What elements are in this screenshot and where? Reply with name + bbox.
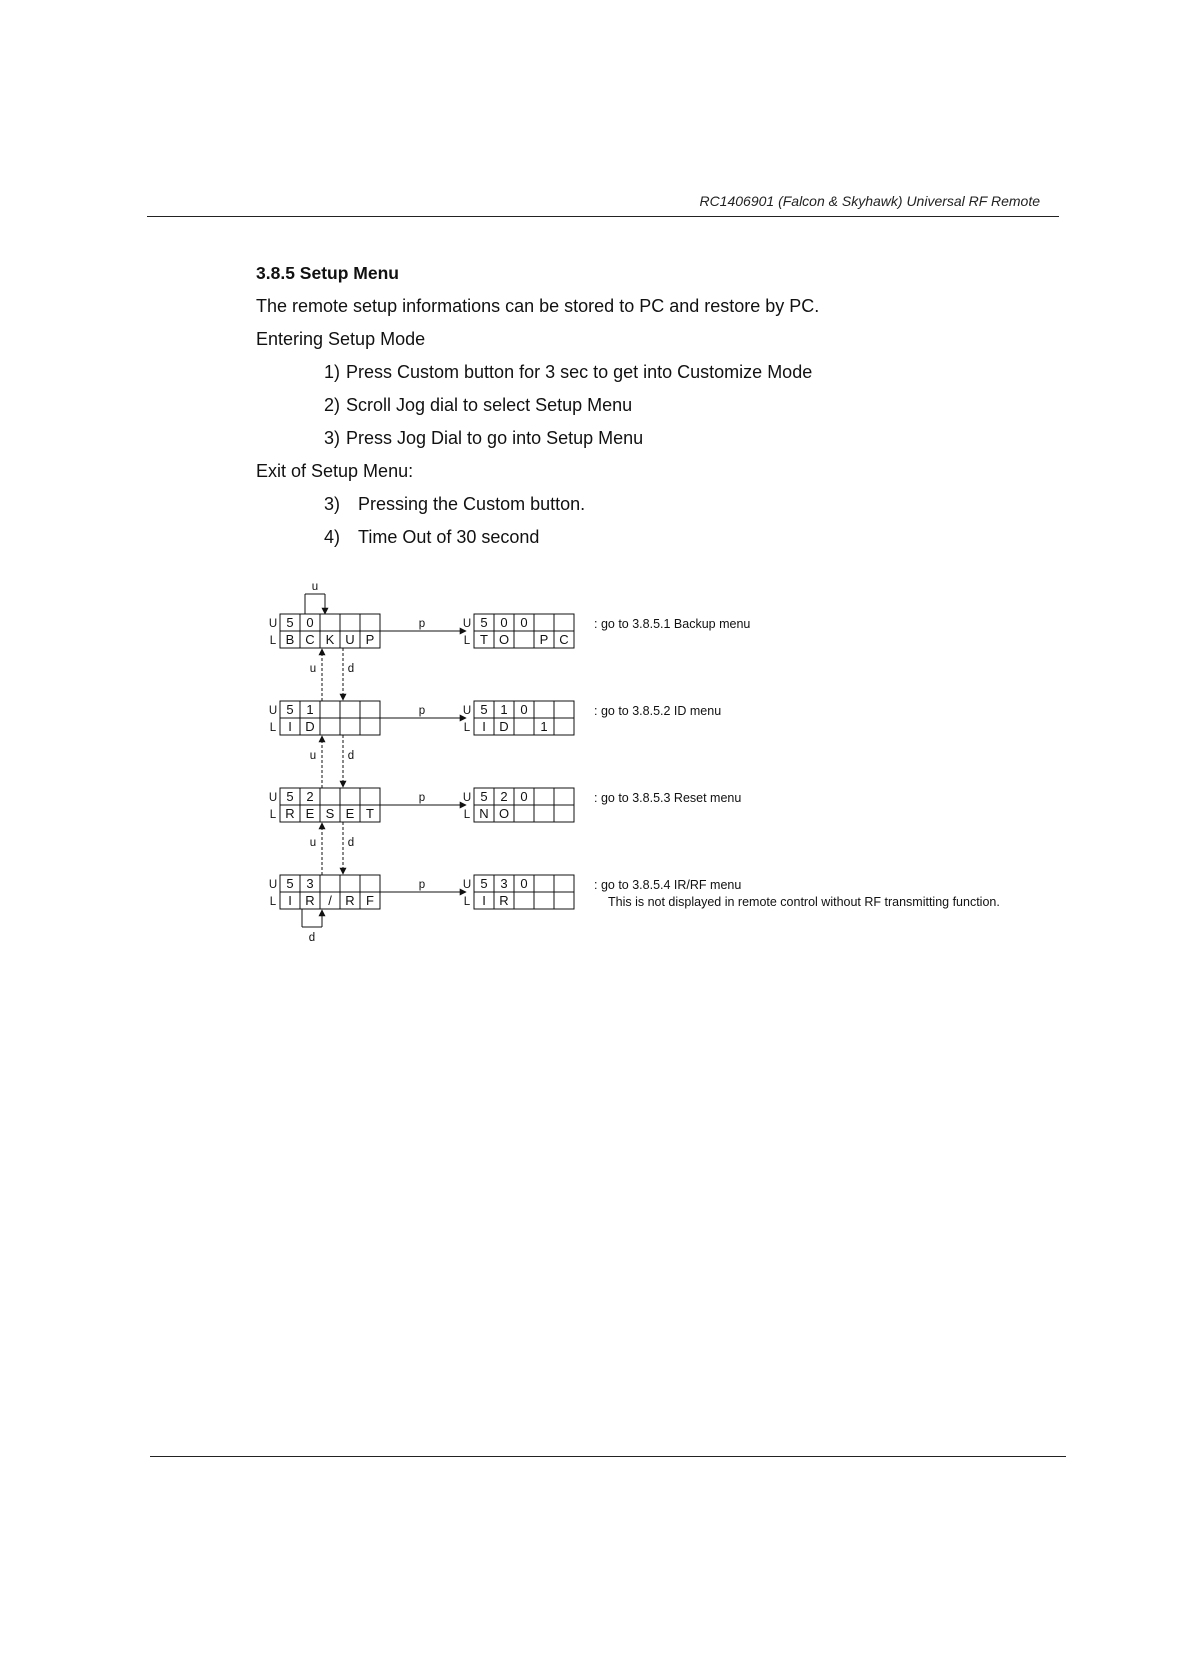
down-label: d [347,837,355,849]
entering-label: Entering Setup Mode [256,329,426,349]
step-number: 1) [324,362,341,382]
left-display-lower-char: S [325,806,335,821]
left-display-lower-char: R [345,893,355,908]
left-display-lower-char: K [325,632,335,647]
left-display-upper-char: 1 [306,702,314,717]
right-display-upper-char: 5 [480,702,488,717]
running-header: RC1406901 (Falcon & Skyhawk) Universal RF Remote [699,193,1040,209]
left-display-upper-char: 5 [286,615,294,630]
left-display-upper-row-label: U [268,879,278,891]
right-display-upper-char: 0 [520,615,528,630]
section-title: 3.8.5 Setup Menu [256,263,399,283]
left-display-upper-row-label: U [268,618,278,630]
left-display-lower-char: F [366,893,374,908]
left-display-upper-char: 5 [286,702,294,717]
wrap-up-label: u [311,581,319,593]
left-display-lower-row-label: L [269,722,277,734]
exit-label: Exit of Setup Menu: [256,461,414,481]
menu-description: : go to 3.8.5.4 IR/RF menu [594,878,742,892]
right-display-lower-row-label: L [463,809,471,821]
left-display-lower-char: T [366,806,374,821]
right-display-lower-char: R [499,893,509,908]
press-label: p [418,705,426,717]
right-display-lower-row-label: L [463,896,471,908]
right-display-upper-row-label: U [462,792,472,804]
left-display-lower-row-label: L [269,809,277,821]
left-display-lower-char: / [328,893,332,908]
left-display-upper-char: 2 [306,789,314,804]
left-display-lower-char: R [285,806,295,821]
left-display-lower-char: E [345,806,355,821]
left-display-lower-char: U [345,632,355,647]
step-number: 2) [324,395,341,415]
step-number: 4) [324,527,341,547]
right-display-upper-char: 1 [500,702,508,717]
press-label: p [418,618,426,630]
menu-note: This is not displayed in remote control without RF transmitting function. [608,895,1000,909]
left-display-lower-char: P [365,632,375,647]
right-display-upper-char: 5 [480,789,488,804]
left-display-lower-char: D [305,719,315,734]
right-display-lower-char: I [482,719,486,734]
left-display-lower-char: B [285,632,295,647]
right-display-lower-char: T [480,632,488,647]
right-display-lower-char: O [498,806,510,821]
right-display-lower-char: N [479,806,489,821]
left-display-lower-row-label: L [269,896,277,908]
left-display-upper-char: 0 [306,615,314,630]
right-display-lower-char: P [539,632,549,647]
left-display-upper-row-label: U [268,792,278,804]
right-display-upper-row-label: U [462,879,472,891]
right-display-upper-char: 5 [480,615,488,630]
up-label: u [309,837,317,849]
right-display-lower-char: O [498,632,510,647]
right-display-upper-char: 2 [500,789,508,804]
left-display-lower-char: E [305,806,315,821]
right-display-upper-char: 0 [520,876,528,891]
step-text: Scroll Jog dial to select Setup Menu [346,395,633,415]
left-display-upper-char: 5 [286,876,294,891]
right-display-upper-row-label: U [462,705,472,717]
right-display-lower-row-label: L [463,635,471,647]
left-display-lower-row-label: L [269,635,277,647]
right-display-lower-char: D [499,719,509,734]
right-display-upper-char: 0 [500,615,508,630]
up-label: u [309,750,317,762]
step-text: Press Custom button for 3 sec to get into Customize Mode [346,362,813,382]
step-number: 3) [324,494,341,514]
right-display-upper-char: 0 [520,702,528,717]
step-number: 3) [324,428,341,448]
right-display-upper-char: 5 [480,876,488,891]
right-display-lower-char: C [559,632,569,647]
footer-rule [150,1456,1066,1457]
down-label: d [347,663,355,675]
up-label: u [309,663,317,675]
right-display-lower-char: I [482,893,486,908]
menu-description: : go to 3.8.5.2 ID menu [594,704,722,718]
left-display-upper-row-label: U [268,705,278,717]
menu-description: : go to 3.8.5.3 Reset menu [594,791,742,805]
left-display-lower-char: C [305,632,315,647]
step-text: Time Out of 30 second [358,527,540,547]
step-text: Press Jog Dial to go into Setup Menu [346,428,644,448]
left-display-lower-char: I [288,719,292,734]
press-label: p [418,879,426,891]
left-display-upper-char: 5 [286,789,294,804]
right-display-upper-row-label: U [462,618,472,630]
left-display-lower-char: I [288,893,292,908]
down-label: d [347,750,355,762]
intro-text: The remote setup informations can be stored to PC and restore by PC. [256,296,820,316]
right-display-lower-row-label: L [463,722,471,734]
right-display-upper-char: 3 [500,876,508,891]
menu-description: : go to 3.8.5.1 Backup menu [594,617,751,631]
wrap-down-label: d [308,932,316,944]
press-label: p [418,792,426,804]
step-text: Pressing the Custom button. [358,494,586,514]
left-display-lower-char: R [305,893,315,908]
right-display-upper-char: 0 [520,789,528,804]
right-display-lower-char: 1 [540,719,548,734]
left-display-upper-char: 3 [306,876,314,891]
